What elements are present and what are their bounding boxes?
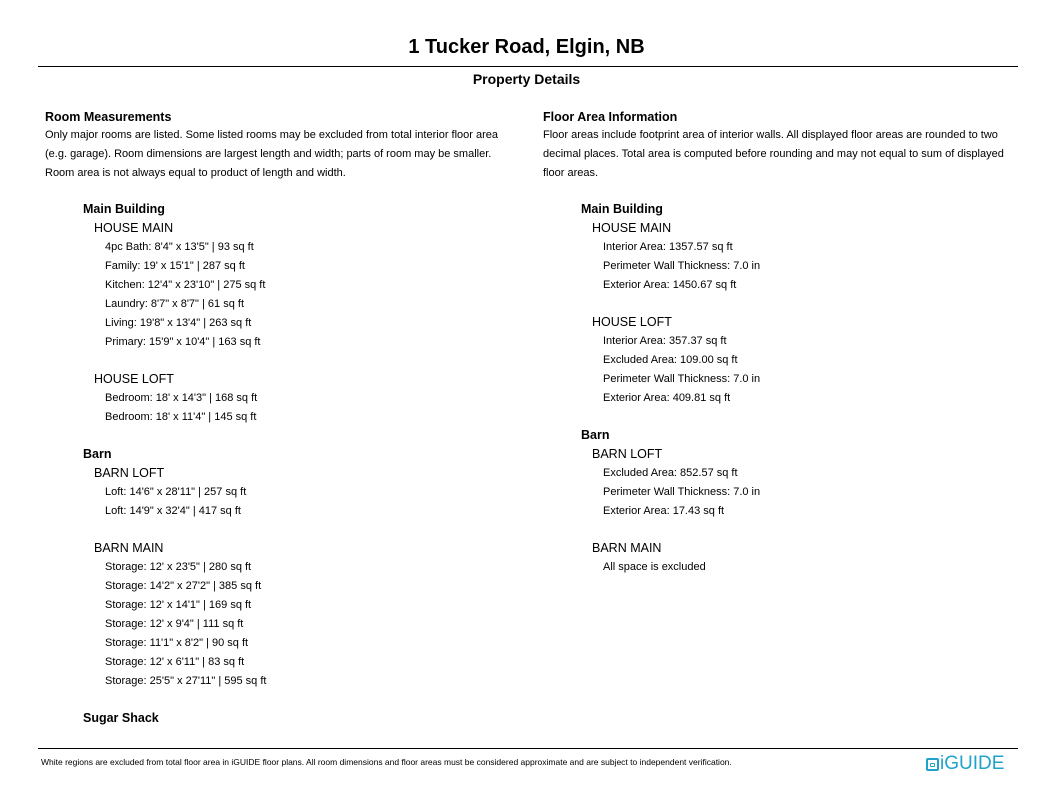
floor-detail-item: Storage: 12' x 23'5" | 280 sq ft [105,561,252,573]
floor-detail-item: Storage: 12' x 14'1" | 169 sq ft [105,599,252,611]
description-line: Room area is not always equal to product of length and width. [45,167,346,179]
floor-detail-item: Loft: 14'6" x 28'11" | 257 sq ft [105,486,247,498]
floor-detail-item: Living: 19'8" x 13'4" | 263 sq ft [105,317,252,329]
floor-name: HOUSE MAIN [592,221,672,235]
floor-name: BARN LOFT [94,466,165,480]
floor-detail-item: Bedroom: 18' x 14'3" | 168 sq ft [105,392,258,404]
floor-name: HOUSE LOFT [94,372,174,386]
building-spacer [45,427,515,445]
floor-detail-item: Loft: 14'9" x 32'4" | 417 sq ft [105,505,241,517]
floor-name: BARN LOFT [592,447,663,461]
floor-spacer [581,295,1023,313]
floor-detail-item: Family: 19' x 15'1" | 287 sq ft [105,260,245,272]
floor-detail-item: Storage: 11'1" x 8'2" | 90 sq ft [105,637,249,649]
floor-detail-item: 4pc Bath: 8'4" x 13'5" | 93 sq ft [105,241,254,253]
floor-block [592,539,1023,577]
floor-spacer [581,521,1023,539]
floor-detail-item: Storage: 25'5" x 27'11" | 595 sq ft [105,675,267,687]
building-name: Main Building [581,202,663,216]
building-block [83,200,515,427]
floor-detail-item: Kitchen: 12'4" x 23'10" | 275 sq ft [105,279,266,291]
building-block [83,445,515,691]
floor-name: BARN MAIN [592,541,662,555]
floor-detail-item: All space is excluded [603,561,706,573]
floor-detail-item: Perimeter Wall Thickness: 7.0 in [603,260,761,272]
floor-detail-item: Excluded Area: 852.57 sq ft [603,467,738,479]
page-title: 1 Tucker Road, Elgin, NB [408,36,645,58]
floor-block [592,219,1023,295]
building-block [83,709,515,728]
floor-detail-item: Exterior Area: 409.81 sq ft [603,392,731,404]
building-spacer [45,691,515,709]
room-measurements-section [45,110,515,728]
page-subtitle: Property Details [472,71,581,87]
floor-detail-item: Storage: 14'2" x 27'2" | 385 sq ft [105,580,262,592]
floor-detail-item: Interior Area: 1357.57 sq ft [603,241,733,253]
floor-detail-item: Storage: 12' x 9'4" | 111 sq ft [105,618,244,630]
building-name: Barn [83,447,112,461]
floor-detail-item: Exterior Area: 1450.67 sq ft [603,279,737,291]
floor-block [94,370,515,427]
floor-detail-item: Bedroom: 18' x 11'4" | 145 sq ft [105,411,257,423]
floor-area-section [543,110,1023,577]
description-line: decimal places. Total area is computed before rounding and may not equal to sum of displayed [543,148,1004,160]
building-block [581,200,1023,408]
building-spacer [543,408,1023,426]
iguide-logo [926,752,1004,776]
floor-detail-item: Exterior Area: 17.43 sq ft [603,505,725,517]
room-measurements-description [45,126,515,183]
room-buildings-list [45,200,515,728]
floor-detail-item: Storage: 12' x 6'11" | 83 sq ft [105,656,245,668]
floor-block [94,539,515,691]
area-buildings-list [543,200,1023,577]
footer-divider [38,748,1018,749]
floor-detail-item: Perimeter Wall Thickness: 7.0 in [603,486,761,498]
floor-detail-item: Primary: 15'9" x 10'4" | 163 sq ft [105,336,261,348]
description-line: (e.g. garage). Room dimensions are largest length and width; parts of room may be smaller. [45,148,492,160]
floor-block [94,464,515,521]
floor-detail-item: Interior Area: 357.37 sq ft [603,335,727,347]
building-block [581,426,1023,577]
description-line: Floor areas include footprint area of interior walls. All displayed floor areas are rounded to two [543,129,998,141]
floor-detail-item: Laundry: 8'7" x 8'7" | 61 sq ft [105,298,245,310]
header-divider [38,66,1018,67]
floor-name: BARN MAIN [94,541,164,555]
floor-block [592,445,1023,521]
iguide-logo-text: iGUIDE [940,753,1005,774]
building-name: Barn [581,428,610,442]
floor-area-description [543,126,1023,183]
room-measurements-heading: Room Measurements [45,110,172,124]
floor-detail-item: Perimeter Wall Thickness: 7.0 in [603,373,761,385]
floor-block [592,313,1023,408]
building-name: Sugar Shack [83,711,159,725]
floor-spacer [83,352,515,370]
description-line: Only major rooms are listed. Some listed rooms may be excluded from total interior floor area [45,129,499,141]
floor-name: HOUSE LOFT [592,315,672,329]
floor-spacer [83,521,515,539]
iguide-logo-icon [926,758,939,771]
footer-disclaimer: White regions are excluded from total floor area in iGUIDE floor plans. All room dimensions and floor areas must be considered approximate and are subject to independent verification. [41,757,732,767]
floor-detail-item: Excluded Area: 109.00 sq ft [603,354,738,366]
building-name: Main Building [83,202,165,216]
floor-area-heading: Floor Area Information [543,110,678,124]
description-line: floor areas. [543,167,599,179]
floor-name: HOUSE MAIN [94,221,174,235]
floor-block [94,219,515,352]
